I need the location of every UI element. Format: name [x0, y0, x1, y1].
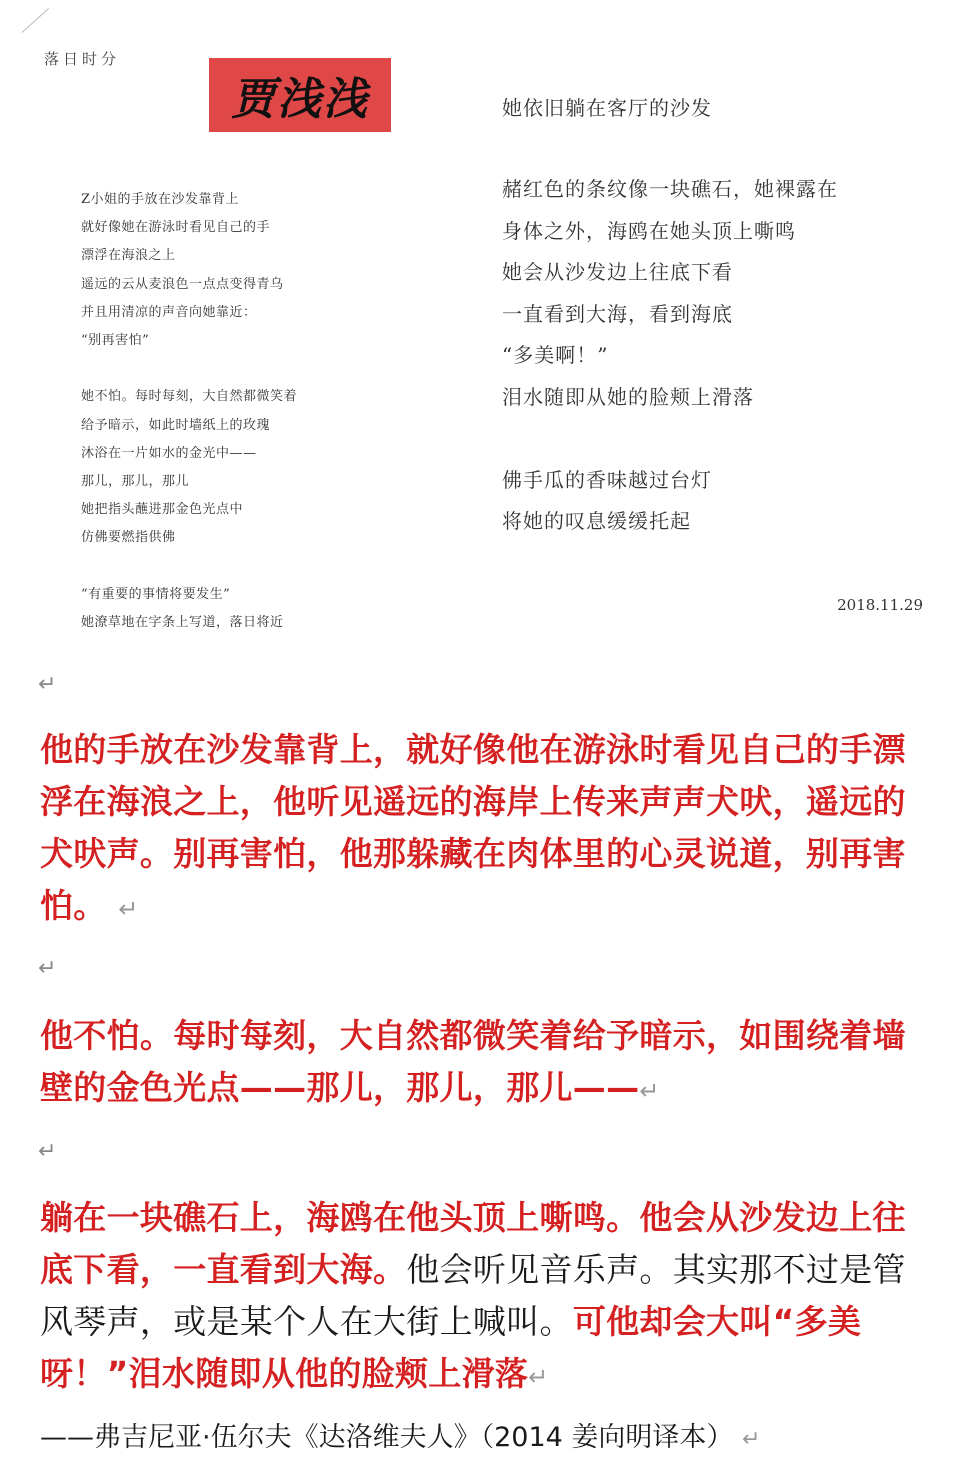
poem-line: 她会从沙发边上往底下看	[502, 260, 733, 284]
left-poem	[81, 186, 381, 637]
return-icon: ↵	[38, 1139, 57, 1164]
prose-text-red: 躺在一块礁石上，海鸥在他头顶上嘶鸣。他会从沙发边上往底下看，一直看到大海。	[40, 1198, 906, 1289]
poem-line: 身体之外，海鸥在她头顶上嘶鸣	[502, 218, 796, 243]
poem-line: 泪水随即从她的脸颊上滑落	[502, 384, 754, 409]
poem-line: 一直看到大海，看到海底	[502, 301, 733, 326]
poem-line: 并且用清凉的声音向她靠近：	[81, 304, 257, 320]
poem-line: 就好像她在游泳时看见自己的手	[81, 220, 271, 236]
prose-paragraph-2	[40, 1010, 920, 1117]
prose-text: 他的手放在沙发靠背上，就好像他在游泳时看见自己的手漂浮在海浪之上，他听见遥远的海岸上传来声声犬吠，遥远的犬吠声。别再害怕，他那躲藏在肉体里的心灵说道，别再害怕。	[40, 730, 906, 925]
poem-line: 她潦草地在字条上写道，落日将近	[81, 614, 284, 630]
poem-line: 仿佛要燃指供佛	[81, 530, 176, 546]
poem-line: 她把指头蘸进那金色光点中	[81, 502, 244, 518]
poem-line: 赭红色的条纹像一块礁石，她裸露在	[502, 177, 838, 201]
right-poem	[502, 169, 942, 543]
poem-line: 给予暗示，如此时墙纸上的玫瑰	[81, 417, 271, 433]
return-icon: ↵	[528, 1363, 549, 1391]
author-highlight	[209, 58, 391, 132]
poem-line: 沐浴在一片如水的金光中——	[81, 445, 257, 461]
author-name: 贾浅浅	[231, 74, 369, 125]
poem-line: “有重要的事情将要发生”	[81, 586, 231, 602]
prose-text: 他不怕。每时每刻，大自然都微笑着给予暗示，如围绕着墙壁的金色光点——那儿，那儿，那儿——	[40, 1016, 906, 1107]
return-icon: ↵	[118, 895, 139, 923]
poem-line: 遥远的云从麦浪色一点点变得青乌	[81, 276, 284, 292]
poem-line: 那儿，那儿，那儿	[81, 473, 190, 489]
poem-line: 她不怕。每时每刻，大自然都微笑着	[81, 389, 298, 405]
poem-line: Z小姐的手放在沙发靠背上	[81, 192, 240, 207]
return-icon: ↵	[38, 956, 57, 981]
prose-paragraph-1	[40, 724, 920, 935]
prose-text-black: 他会听见音乐声。其实那不过是管风琴声，或是某个人在大街上喊叫。	[40, 1250, 906, 1341]
prose-text-red: 可他却会大叫“多美呀！”泪水随即从他的脸颊上滑落	[40, 1302, 862, 1393]
poem-line: 漂浮在海浪之上	[81, 248, 176, 264]
poem-line: 将她的叹息缓缓托起	[502, 509, 691, 533]
poem-line: “别再害怕”	[81, 332, 150, 348]
page-corner-line	[22, 8, 49, 33]
prose-paragraph-3	[40, 1192, 920, 1403]
poem-line: 佛手瓜的香味越过台灯	[502, 467, 712, 492]
attribution	[40, 1412, 940, 1466]
poem-line: “多美啊！”	[502, 343, 609, 367]
poem-date: 2018.11.29	[837, 596, 923, 614]
attribution-text: ——弗吉尼亚·伍尔夫《达洛维夫人》（2014 姜向明译本）	[40, 1422, 734, 1453]
return-icon: ↵	[639, 1077, 660, 1105]
return-icon: ↵	[38, 672, 57, 697]
return-icon: ↵	[741, 1427, 761, 1452]
section-label: 落日时分	[44, 50, 121, 68]
right-poem-heading: 她依旧躺在客厅的沙发	[502, 96, 712, 120]
